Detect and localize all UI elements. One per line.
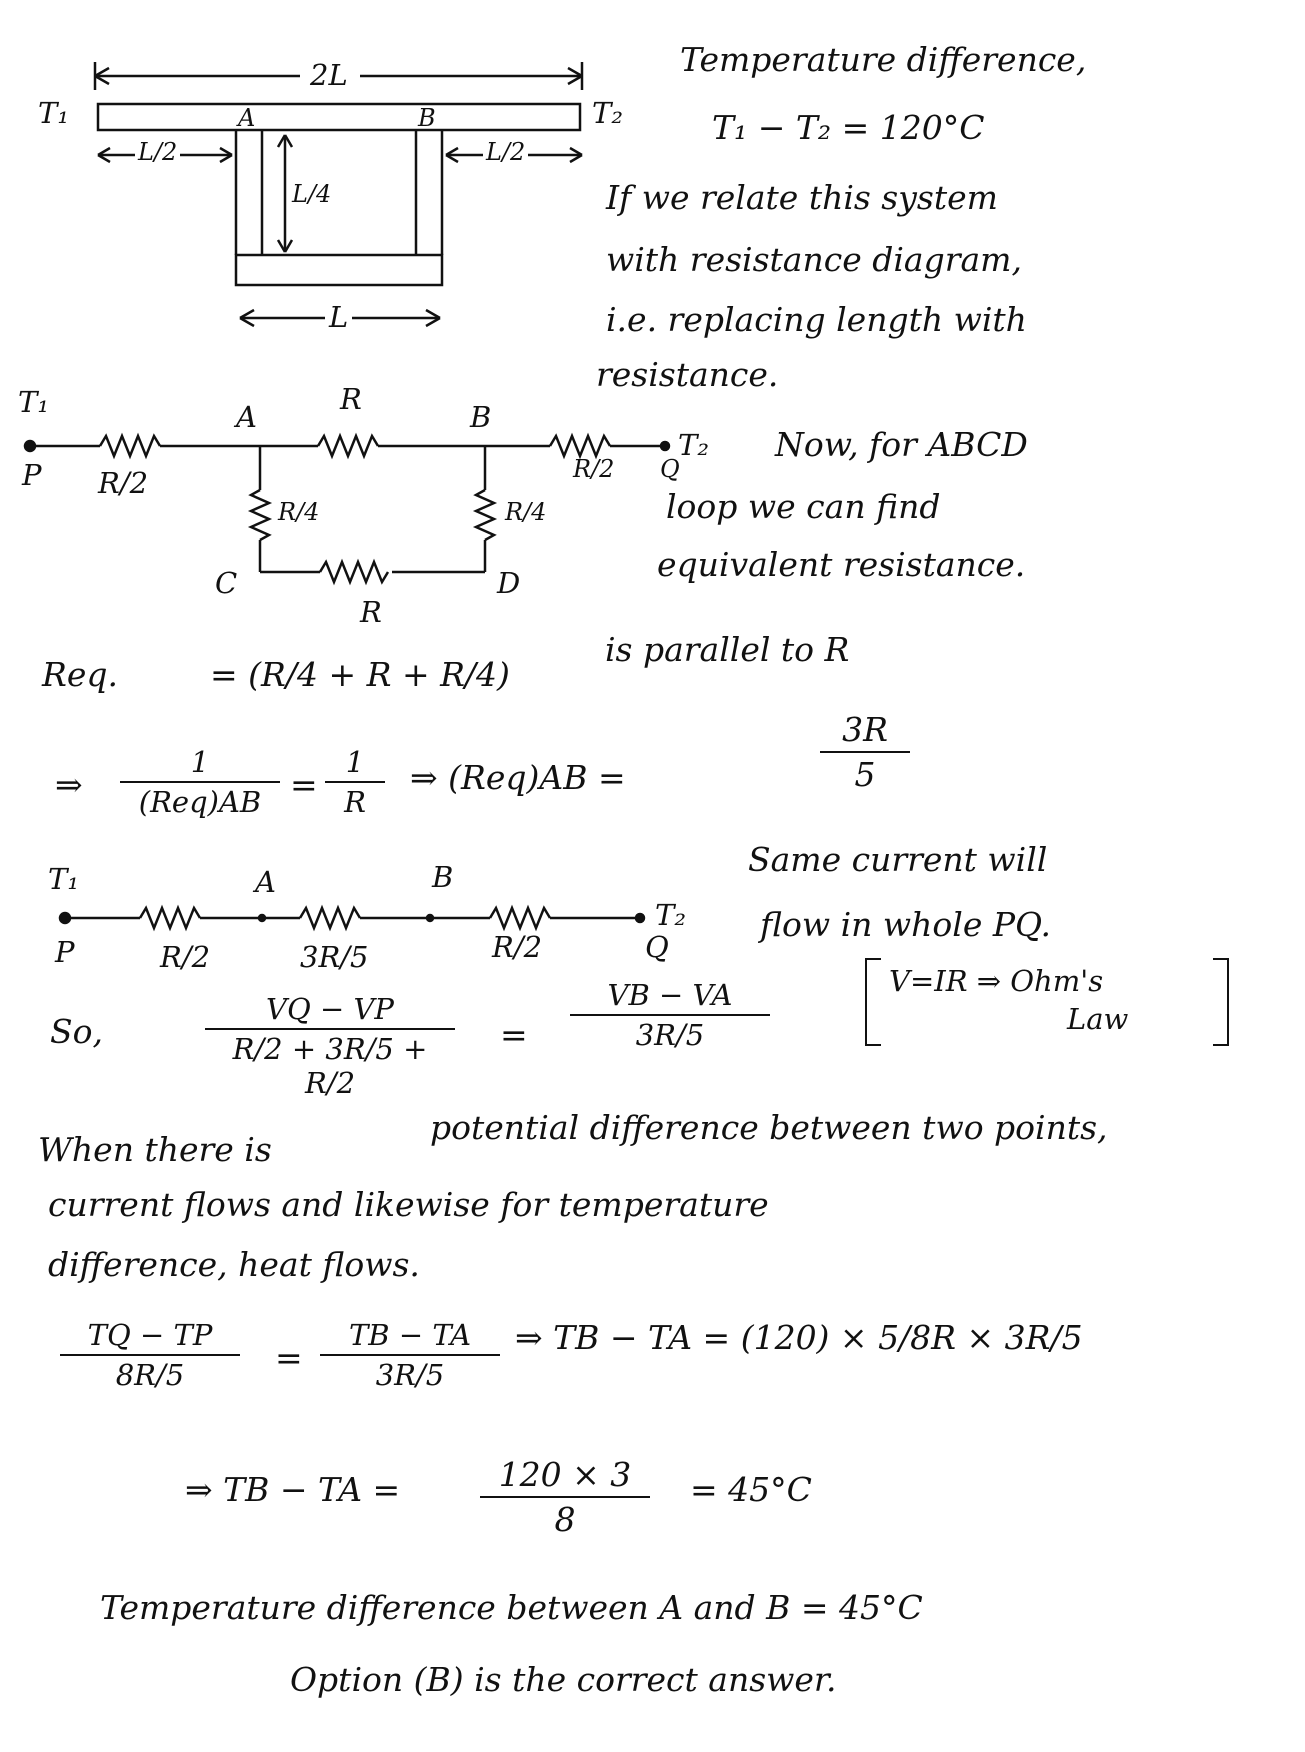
fig1-2l-label: 2L xyxy=(310,58,348,92)
c2-a: A xyxy=(255,865,276,899)
c2-b: B xyxy=(432,860,454,894)
temp-frac-left xyxy=(60,1318,240,1392)
c1-t2: T₂ xyxy=(678,428,709,462)
ohm-line-2: Law xyxy=(1067,1002,1129,1036)
c1-b: B xyxy=(470,400,492,434)
current-text-1: Same current will xyxy=(748,840,1048,879)
req-eq: = xyxy=(290,765,318,804)
req-expr: = (R/4 + R + R/4) xyxy=(210,655,510,694)
fig1-left-half-label: L/2 xyxy=(135,138,180,166)
req-frac2-den: R xyxy=(344,785,366,819)
c2-r2: 3R/5 xyxy=(300,940,369,974)
result-lhs: ⇒ TB − TA = xyxy=(185,1470,401,1509)
loop-text-3: equivalent resistance. xyxy=(657,545,1026,584)
c2-r1: R/2 xyxy=(160,940,211,974)
req-label: Req. xyxy=(42,655,118,694)
result-num: 120 × 3 xyxy=(498,1455,632,1494)
c1-r-left: R/2 xyxy=(98,466,149,500)
conclusion-line-1: Temperature difference between A and B = 45°C xyxy=(100,1588,923,1627)
temp-left-bar xyxy=(60,1354,240,1356)
c1-r-ac: R/4 xyxy=(278,498,320,526)
temp-mid-den: 3R/5 xyxy=(375,1358,445,1392)
req-implies-2: ⇒ (Req)AB = xyxy=(410,758,626,797)
req-tail: is parallel to R xyxy=(605,630,850,669)
req-result-den: 5 xyxy=(854,755,876,794)
heat-text-2: current flows and likewise for temperature xyxy=(48,1185,769,1224)
c2-t1: T₁ xyxy=(48,862,79,896)
so-eq: = xyxy=(500,1015,528,1054)
req-implies-1: ⇒ xyxy=(55,765,83,804)
c1-p: P xyxy=(22,458,42,492)
current-text-2: flow in whole PQ. xyxy=(760,905,1051,944)
so-right-den: 3R/5 xyxy=(635,1018,705,1052)
heat-text-1b: potential difference between two points, xyxy=(430,1108,1108,1147)
c1-d: D xyxy=(497,566,521,600)
temp-eq-sign: = xyxy=(275,1338,303,1377)
loop-text-2: loop we can find xyxy=(666,487,941,526)
req-result-num: 3R xyxy=(842,710,888,749)
temp-left-num: TQ − TP xyxy=(87,1318,213,1352)
loop-text-1: Now, for ABCD xyxy=(775,425,1028,464)
temp-mid-bar xyxy=(320,1354,500,1356)
so-right-bar xyxy=(570,1014,770,1016)
relate-text-2: with resistance diagram, xyxy=(606,240,1022,279)
c2-t2: T₂ xyxy=(655,898,686,932)
fig1-t1-label: T₁ xyxy=(38,96,69,130)
relate-text-3: i.e. replacing length with xyxy=(606,300,1027,339)
result-rhs: = 45°C xyxy=(690,1470,812,1509)
result-den: 8 xyxy=(554,1500,576,1539)
so-label: So, xyxy=(50,1012,103,1051)
heat-text-3: difference, heat flows. xyxy=(48,1245,420,1284)
so-right-num: VB − VA xyxy=(607,978,733,1012)
c1-q: Q xyxy=(660,455,680,483)
result-frac xyxy=(480,1455,650,1539)
so-frac-left xyxy=(205,992,455,1100)
so-left-den: R/2 + 3R/5 + R/2 xyxy=(232,1032,428,1100)
req-frac1-num: 1 xyxy=(190,745,210,779)
c2-r3: R/2 xyxy=(492,930,543,964)
temp-diff-heading: Temperature difference, xyxy=(680,40,1087,79)
so-frac-right xyxy=(570,978,770,1052)
temp-eq-implies: ⇒ TB − TA = (120) × 5/8R × 3R/5 xyxy=(515,1318,1083,1357)
c1-c: C xyxy=(215,566,238,600)
fig1-l-label: L xyxy=(325,300,352,334)
fig1-quarter-label: L/4 xyxy=(292,180,332,208)
req-frac1-den: (Req)AB xyxy=(138,785,262,819)
temp-mid-num: TB − TA xyxy=(348,1318,472,1352)
c2-q: Q xyxy=(645,930,669,964)
relate-text-1: If we relate this system xyxy=(606,178,998,217)
conclusion-line-2: Option (B) is the correct answer. xyxy=(290,1660,837,1699)
temp-frac-mid xyxy=(320,1318,500,1392)
c1-r-top: R xyxy=(340,382,362,416)
relate-text-4: resistance. xyxy=(596,355,779,394)
c1-r-bd: R/4 xyxy=(505,498,547,526)
heat-text-1a: When there is xyxy=(38,1130,272,1169)
temp-left-den: 8R/5 xyxy=(115,1358,185,1392)
c1-a: A xyxy=(236,400,257,434)
c1-r-cd: R xyxy=(360,595,382,629)
fig1-b-label: B xyxy=(418,104,436,132)
ohm-line-1: V=IR ⇒ Ohm's xyxy=(889,964,1104,998)
so-left-bar xyxy=(205,1028,455,1030)
temp-diff-value: T₁ − T₂ = 120°C xyxy=(712,108,985,147)
req-frac2-num: 1 xyxy=(345,745,365,779)
c1-t1: T₁ xyxy=(18,385,49,419)
so-left-num: VQ − VP xyxy=(266,992,394,1026)
c1-r-right: R/2 xyxy=(573,455,615,483)
result-bar xyxy=(480,1496,650,1498)
fig1-t2-label: T₂ xyxy=(592,96,623,130)
c2-p: P xyxy=(55,935,75,969)
ohms-law-box xyxy=(865,958,1229,1046)
fig1-right-half-label: L/2 xyxy=(483,138,528,166)
fig1-a-label: A xyxy=(238,104,256,132)
